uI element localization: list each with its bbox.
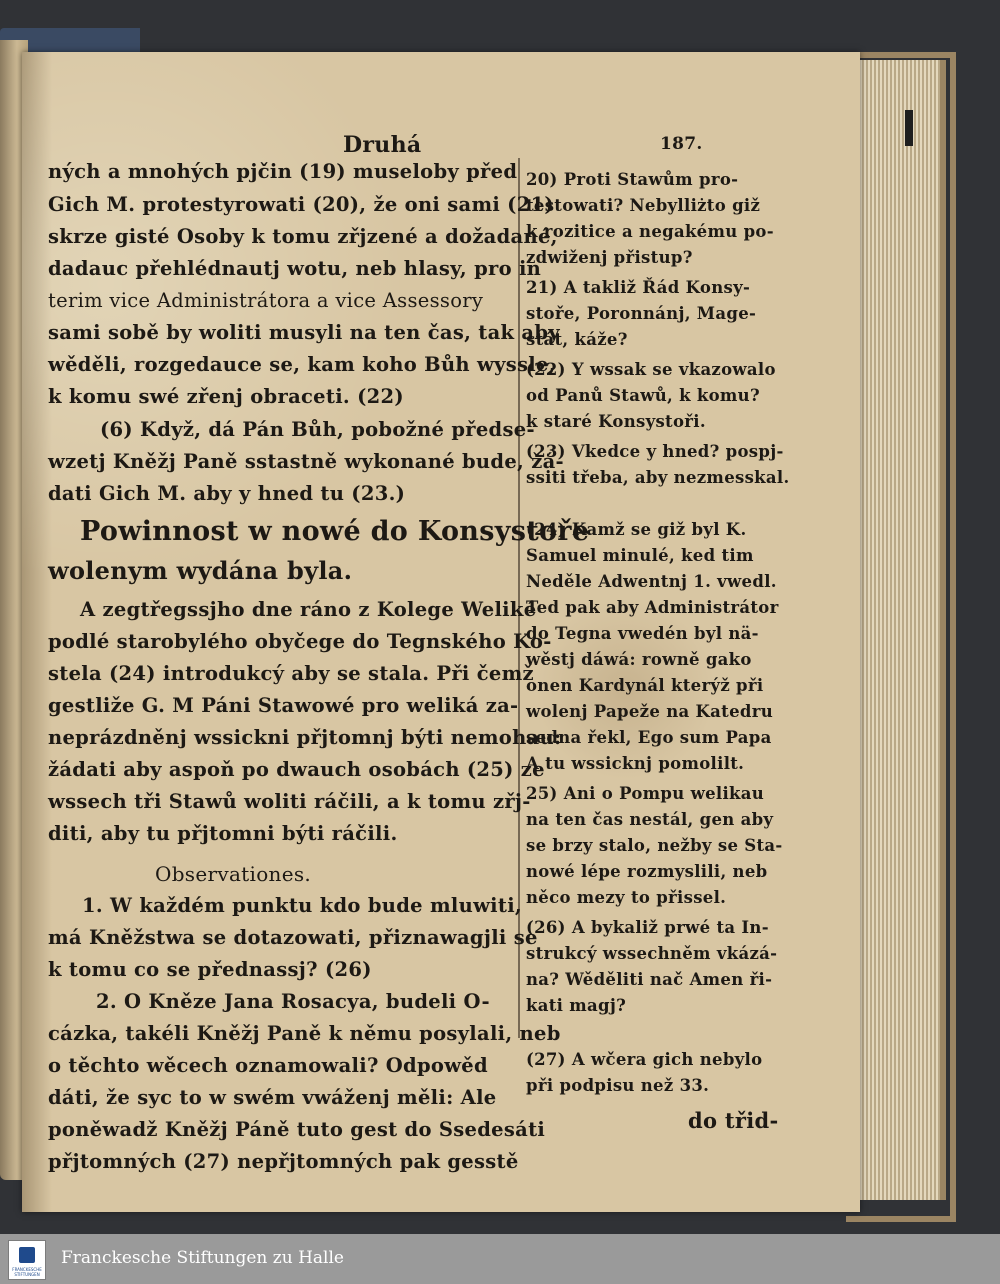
marginal-note-line: do Tegna vwedén byl nä- — [526, 624, 759, 643]
page-marker — [905, 110, 913, 146]
marginal-note-line: (27) A wčera gich nebylo — [526, 1050, 763, 1069]
marginal-note-line: (26) A bykaliž prwé ta In- — [526, 918, 769, 937]
marginal-note-line: onen Kardynál kterýž při — [526, 676, 764, 695]
marginal-note-line: na ten čas nestál, gen aby — [526, 810, 774, 829]
marginal-note-line: wěstj dáwá: rowně gako — [526, 650, 752, 669]
main-text-line: diti, aby tu přjtomni býti ráčili. — [48, 822, 398, 845]
main-text-line: sami sobě by woliti musyli na ten čas, tak aby — [48, 321, 560, 344]
main-text-line: wěděli, rozgedauce se, kam koho Bůh wyssle, — [48, 353, 556, 376]
marginal-note-line: Ted pak aby Administrátor — [526, 598, 779, 617]
marginal-note-line: k rozitice a negakému po- — [526, 222, 774, 241]
main-text-line: stela (24) introdukcý aby se stala. Při čemž — [48, 662, 534, 685]
logo-emblem-icon — [19, 1247, 35, 1263]
marginal-note-line: nowé lépe rozmyslili, neb — [526, 862, 768, 881]
marginal-note-line: (24) Kamž se giž byl K. — [526, 520, 747, 539]
main-text-line: má Kněžstwa se dotazowati, přiznawagjli se — [48, 926, 538, 949]
main-text-line: wssech tři Stawů woliti ráčili, a k tomu zřj- — [48, 790, 531, 813]
main-text-line: o těchto wěcech oznamowali? Odpowěd — [48, 1054, 488, 1077]
main-text-line: skrze gisté Osoby k tomu zřjzené a dožadané, — [48, 225, 558, 248]
main-text-line: přjtomných (27) nepřjtomných pak gesstě — [48, 1150, 519, 1173]
book-board — [846, 52, 956, 1222]
institution-logo — [8, 1240, 46, 1280]
section-heading: wolenym wydána byla. — [48, 556, 353, 585]
main-text-line: (6) Když, dá Pán Bůh, pobožné předse- — [100, 418, 535, 441]
main-text-line: k tomu co se přednassj? (26) — [48, 958, 372, 981]
running-header: Druhá — [343, 132, 422, 158]
main-text-line: dati Gich M. aby y hned tu (23.) — [48, 482, 406, 505]
main-text-line: 2. O Kněze Jana Rosacya, budeli O- — [96, 990, 490, 1013]
marginal-note-line: se brzy stalo, nežby se Sta- — [526, 836, 783, 855]
marginal-note-line: A tu wssicknj pomolilt. — [526, 754, 745, 773]
marginal-note-line: wolenj Papeže na Katedru — [526, 702, 773, 721]
marginal-note-line: od Panů Stawů, k komu? — [526, 386, 760, 405]
catchword: do třid- — [688, 1108, 779, 1133]
marginal-note-line: stoře, Poronnánj, Mage- — [526, 304, 757, 323]
marginal-note-line: něco mezy to přissel. — [526, 888, 727, 907]
main-text-line: neprázdněnj wssickni přjtomnj býti nemohau: — [48, 726, 562, 749]
main-text-line: poněwadž Kněžj Páně tuto gest do Ssedesáti — [48, 1118, 546, 1141]
marginal-note-line: stát, káže? — [526, 330, 628, 349]
main-text-line: žádati aby aspoň po dwauch osobách (25) ze — [48, 758, 545, 781]
marginal-note-line: 25) Ani o Pompu welikau — [526, 784, 765, 803]
marginal-note-line: (23) Vkedce y hned? pospj- — [526, 442, 784, 461]
main-text-line: Gich M. protestyrowati (20), že oni sami (21) — [48, 193, 554, 216]
main-text-line: wzetj Kněžj Paně sstastně wykonané bude, žá- — [48, 450, 564, 473]
marginal-note-line: kati magj? — [526, 996, 627, 1015]
main-text-line: podlé starobylého obyčege do Tegnského Ko- — [48, 630, 552, 653]
footer-bar — [0, 1234, 1000, 1284]
main-text-line: k komu swé zřenj obraceti. (22) — [48, 385, 404, 408]
main-text-line: A zegtřegssjho dne ráno z Kolege Weliké — [80, 598, 537, 621]
marginal-note-line: 20) Proti Stawům pro- — [526, 170, 739, 189]
marginal-note-line: ssiti třeba, aby nezmesskal. — [526, 468, 790, 487]
main-text-line: dadauc přehlédnautj wotu, neb hlasy, pro in — [48, 257, 542, 280]
marginal-note-line: Samuel minulé, ked tim — [526, 546, 754, 565]
main-text-line: dáti, že syc to w swém vwáženj měli: Ale — [48, 1086, 497, 1109]
marginal-note-line: strukcý wssechněm vkázá- — [526, 944, 778, 963]
main-text-line: cázka, takéli Kněžj Paně k němu posylali, neb — [48, 1022, 561, 1045]
logo-label: FRANCKESCHE STIFTUNGEN — [12, 1267, 42, 1277]
marginal-note-line: (22) Y wssak se vkazowalo — [526, 360, 776, 379]
page-number: 187. — [660, 134, 703, 154]
marginal-note-line: Neděle Adwentnj 1. vwedl. — [526, 572, 777, 591]
marginal-note-line: při podpisu než 33. — [526, 1076, 710, 1095]
observations-title: Observationes. — [155, 862, 312, 886]
main-text-line: terim vice Administrátora a vice Assessory — [48, 289, 484, 312]
marginal-note-line: k staré Konsystoři. — [526, 412, 706, 431]
marginal-note-line: sedna řekl, Ego sum Papa — [526, 728, 772, 747]
marginal-note-line: testowati? Nebylliżto giž — [526, 196, 761, 215]
main-text-line: 1. W každém punktu kdo bude mluwiti, — [82, 894, 522, 917]
main-text-line: gestliže G. M Páni Stawowé pro weliká za- — [48, 694, 519, 717]
marginal-note-line: 21) A takliž Řád Konsy- — [526, 278, 751, 297]
marginal-note-line: zdwiženj přistup? — [526, 248, 693, 267]
marginal-note-line: na? Wěděliti nač Amen ři- — [526, 970, 773, 989]
footer-institution-name[interactable]: Franckesche Stiftungen zu Halle — [61, 1248, 344, 1268]
section-heading: Powinnost w nowé do Konsystoře — [80, 516, 590, 547]
main-text-line: ných a mnohých pjčin (19) museloby před — [48, 160, 518, 183]
